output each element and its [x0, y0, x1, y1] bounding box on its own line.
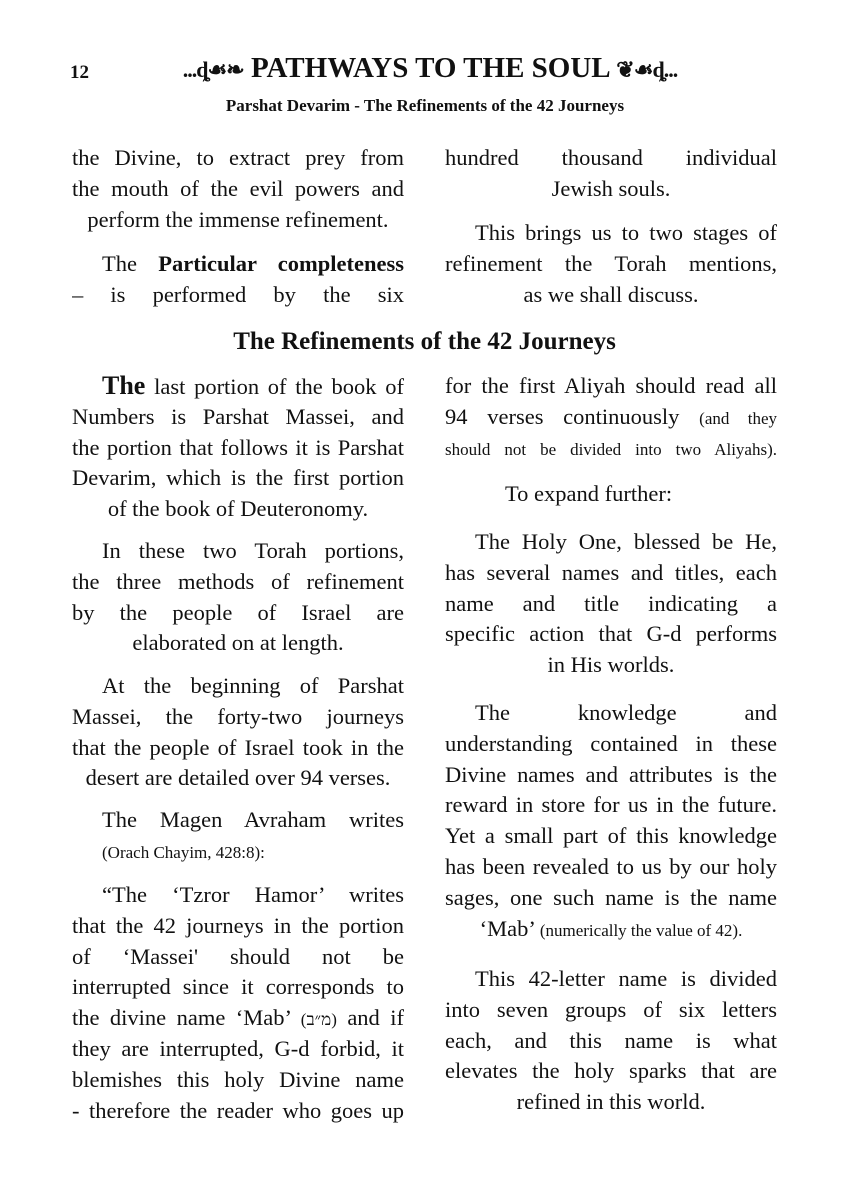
text-line [445, 995, 777, 1026]
text-segment: Massei, the forty-two journeys [72, 703, 404, 729]
text-line [72, 1065, 404, 1096]
text-segment: of ‘Massei' should not be [72, 943, 404, 969]
text-segment: In these two Torah portions, [102, 538, 404, 563]
text-line [72, 942, 404, 973]
text-segment: the three methods of refinement [72, 568, 404, 594]
text-line [72, 280, 404, 311]
section-heading: The Refinements of the 42 Journeys [233, 328, 616, 355]
text-line [445, 371, 777, 402]
text-segment: elevates the holy sparks that are [445, 1058, 777, 1084]
text-segment: for the first Aliyah should read all [445, 373, 777, 398]
text-segment: blemishes this holy Divine name [72, 1066, 404, 1092]
text-line [72, 1034, 404, 1065]
text-segment: the Divine, to extract prey from [72, 145, 404, 170]
text-line [445, 249, 777, 280]
text-line [445, 402, 777, 433]
text-segment: refinement the Torah mentions, [445, 250, 777, 276]
text-line [72, 174, 404, 205]
text-segment: has several names and titles, each [445, 559, 777, 585]
lead-word: The [102, 371, 146, 400]
text-segment: as we shall discuss. [523, 281, 699, 307]
text-segment: and if [336, 1005, 404, 1031]
text-line [445, 527, 777, 558]
paragraph [445, 698, 777, 944]
text-segment: name and title indicating a [445, 590, 777, 616]
small-note: should not be divided into two Aliyahs). [445, 439, 777, 459]
text-line [72, 598, 404, 629]
text-line [72, 205, 404, 236]
text-segment: At the beginning of Parshat [102, 673, 404, 698]
text-segment: Yet a small part of this knowledge [445, 823, 777, 849]
text-segment: perform the immense refinement. [87, 206, 389, 232]
text-segment: that the 42 journeys in the portion [72, 912, 404, 938]
text-line [445, 1026, 777, 1057]
text-line [72, 433, 404, 464]
text-segment: the mouth of the evil powers and [72, 175, 404, 201]
text-segment: Divine names and attributes is the [445, 761, 777, 787]
text-line [445, 914, 777, 945]
text-line [445, 174, 777, 205]
text-line [72, 536, 404, 567]
page-number: 12 [70, 62, 89, 83]
paragraph [445, 479, 777, 510]
text-segment: reward in store for us in the future. [445, 792, 777, 818]
text-line [445, 698, 777, 729]
paragraph [72, 671, 404, 794]
paragraph [72, 880, 404, 1126]
text-segment: The knowledge and [475, 700, 777, 725]
text-segment: To expand further: [505, 481, 673, 506]
text-segment: The Magen Avraham writes [102, 807, 404, 832]
text-segment: refined in this world. [516, 1089, 706, 1115]
text-segment: Devarim, which is the first portion [72, 465, 404, 491]
text-line [445, 883, 777, 914]
paragraph [445, 371, 777, 463]
text-line [72, 733, 404, 764]
text-segment: Numbers is Parshat Massei, and [72, 403, 404, 429]
text-segment: specific action that G-d performs [445, 621, 777, 647]
text-line [72, 143, 404, 174]
paragraph [72, 536, 404, 659]
text-line [72, 402, 404, 433]
text-line [72, 628, 404, 659]
text-line [445, 790, 777, 821]
text-line [72, 763, 404, 794]
text-line [72, 702, 404, 733]
text-line [445, 821, 777, 852]
text-line [72, 972, 404, 1003]
text-segment: into seven groups of six letters [445, 996, 777, 1022]
text-segment: This brings us to two stages of [475, 220, 777, 245]
small-note: (numerically the value of 42). [539, 920, 743, 940]
text-line [72, 671, 404, 702]
paragraph [445, 527, 777, 681]
ornament-left-icon: ...ȡ☙❧ [182, 57, 244, 82]
text-line [445, 619, 777, 650]
paragraph [72, 371, 404, 525]
text-line [445, 760, 777, 791]
text-segment: the divine name ‘Mab’ [72, 1005, 301, 1031]
bold-text: Particular completeness [158, 251, 404, 276]
text-segment: has been revealed to us by our holy [445, 853, 777, 879]
text-segment: sages, one such name is the name [445, 884, 777, 910]
text-segment: interrupted since it corresponds to [72, 974, 404, 1000]
text-segment: in His worlds. [547, 652, 675, 678]
text-segment: understanding contained in these [445, 730, 777, 756]
text-line [72, 805, 404, 836]
ornament-right-icon: ❦☙ȡ... [616, 57, 678, 82]
text-segment: elaborated on at length. [132, 630, 344, 656]
text-segment: - therefore the reader who goes up [72, 1097, 404, 1123]
text-segment: – is performed by the six [72, 281, 404, 307]
text-line [72, 836, 404, 867]
text-line [445, 650, 777, 681]
text-segment: ‘Mab’ [479, 915, 540, 941]
text-line [445, 1087, 777, 1118]
text-line [72, 494, 404, 525]
text-line [445, 729, 777, 760]
paragraph [72, 143, 404, 235]
text-segment: “The ‘Tzror Hamor’ writes [102, 882, 404, 907]
text-line [445, 433, 777, 464]
text-segment: The Holy One, blessed be He, [475, 529, 777, 554]
text-line [445, 280, 777, 311]
small-note: (and they [699, 408, 777, 428]
text-segment: by the people of Israel are [72, 599, 404, 625]
text-line [72, 371, 404, 402]
small-note: (מ״ב) [300, 1010, 337, 1030]
text-segment: the portion that follows it is Parshat [72, 434, 404, 460]
chapter-subtitle: Parshat Devarim - The Refinements of the 42 Journeys [225, 96, 625, 115]
text-segment: Jewish souls. [551, 175, 671, 201]
text-line [445, 558, 777, 589]
text-line [445, 218, 777, 249]
text-segment: This 42-letter name is divided [475, 966, 777, 991]
text-line [72, 463, 404, 494]
text-segment: hundred thousand individual [445, 145, 777, 170]
text-line [72, 249, 404, 280]
text-segment: that the people of Israel took in the [72, 734, 404, 760]
text-segment: desert are detailed over 94 verses. [85, 765, 391, 791]
paragraph [72, 805, 404, 867]
text-line [72, 911, 404, 942]
text-segment: last portion of the book of [145, 374, 404, 399]
text-line [445, 964, 777, 995]
paragraph [72, 249, 404, 311]
text-segment: 94 verses continuously [445, 403, 700, 429]
text-line [72, 1003, 404, 1034]
paragraph [445, 143, 777, 205]
small-note: (Orach Chayim, 428:8): [102, 842, 265, 862]
text-line [445, 852, 777, 883]
text-line [72, 1096, 404, 1127]
text-line [445, 479, 777, 510]
text-line [72, 880, 404, 911]
text-segment: they are interrupted, G-d forbid, it [72, 1035, 404, 1061]
paragraph [445, 964, 777, 1118]
text-line [445, 1056, 777, 1087]
paragraph [445, 218, 777, 310]
text-line [72, 567, 404, 598]
text-line [445, 589, 777, 620]
text-segment: The [102, 251, 159, 276]
book-title: PATHWAYS TO THE SOUL [250, 52, 610, 84]
text-segment: each, and this name is what [445, 1027, 777, 1053]
text-line [445, 143, 777, 174]
text-segment: of the book of Deuteronomy. [107, 496, 369, 522]
running-header [130, 52, 730, 85]
